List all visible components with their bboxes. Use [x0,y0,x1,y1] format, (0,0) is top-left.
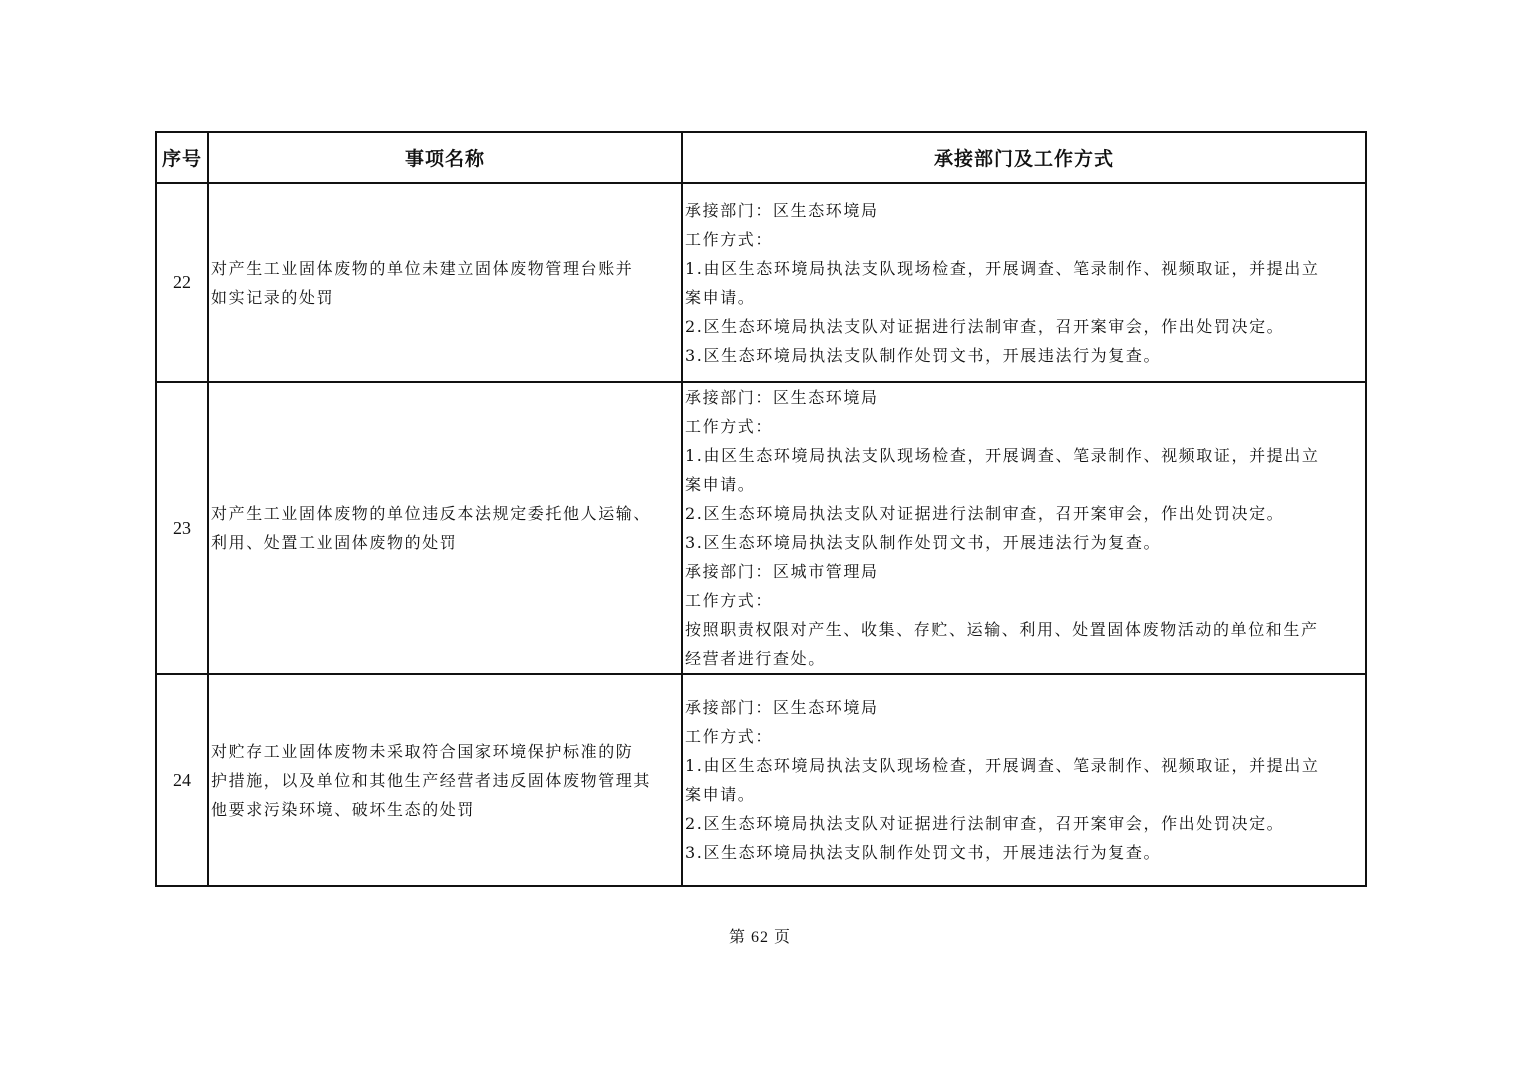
dept-line: 案申请。 [685,785,756,804]
row-serial-number: 24 [156,674,208,886]
item-name-line: 如实记录的处罚 [211,287,335,307]
row-department-method [682,183,1366,382]
row-item-name [208,674,682,886]
header-department-method: 承接部门及工作方式 [682,132,1366,183]
item-name-line: 对产生工业固体废物的单位未建立固体废物管理台账并 [211,258,634,278]
row-department-method [682,382,1366,674]
dept-line: 按照职责权限对产生、收集、存贮、运输、利用、处置固体废物活动的单位和生产 [685,620,1319,639]
row-serial-number: 23 [156,382,208,674]
item-name-line: 对产生工业固体废物的单位违反本法规定委托他人运输、 [211,504,652,523]
dept-line: 3.区生态环境局执法支队制作处罚文书，开展违法行为复查。 [685,843,1162,862]
row-item-name [208,382,682,674]
header-serial-number: 序号 [156,132,208,183]
dept-line: 工作方式： [685,727,774,746]
page-number: 第 62 页 [728,929,791,946]
header-item-name: 事项名称 [208,132,682,183]
dept-line: 承接部门：区城市管理局 [685,562,879,581]
dept-line: 承接部门：区生态环境局 [685,200,879,220]
dept-line: 案申请。 [685,287,756,307]
row-item-name [208,183,682,382]
dept-line: 2.区生态环境局执法支队对证据进行法制审查，召开案审会，作出处罚决定。 [685,504,1285,523]
dept-line: 工作方式： [685,591,774,610]
item-table [155,131,1367,887]
dept-line: 工作方式： [685,229,774,249]
item-name-line: 他要求污染环境、破坏生态的处罚 [211,799,476,819]
item-name-line: 护措施，以及单位和其他生产经营者违反固体废物管理其 [211,770,652,790]
item-name-line: 利用、处置工业固体废物的处罚 [211,533,458,552]
dept-line: 3.区生态环境局执法支队制作处罚文书，开展违法行为复查。 [685,345,1162,365]
row-serial-number: 22 [156,183,208,382]
item-name-line: 对贮存工业固体废物未采取符合国家环境保护标准的防 [211,741,634,761]
dept-line: 1.由区生态环境局执法支队现场检查，开展调查、笔录制作、视频取证，并提出立 [685,258,1320,278]
dept-line: 经营者进行查处。 [685,649,826,668]
dept-line: 2.区生态环境局执法支队对证据进行法制审查，召开案审会，作出处罚决定。 [685,814,1285,833]
dept-line: 1.由区生态环境局执法支队现场检查，开展调查、笔录制作、视频取证，并提出立 [685,446,1320,465]
dept-line: 承接部门：区生态环境局 [685,698,879,717]
dept-line: 3.区生态环境局执法支队制作处罚文书，开展违法行为复查。 [685,533,1162,552]
table-row [156,382,1366,674]
dept-line: 2.区生态环境局执法支队对证据进行法制审查，召开案审会，作出处罚决定。 [685,316,1285,336]
dept-line: 承接部门：区生态环境局 [685,388,879,407]
dept-line: 工作方式： [685,417,774,436]
dept-line: 案申请。 [685,475,756,494]
table-row [156,674,1366,886]
row-department-method [682,674,1366,886]
table-header-row [156,132,1366,183]
dept-line: 1.由区生态环境局执法支队现场检查，开展调查、笔录制作、视频取证，并提出立 [685,756,1320,775]
table-row [156,183,1366,382]
